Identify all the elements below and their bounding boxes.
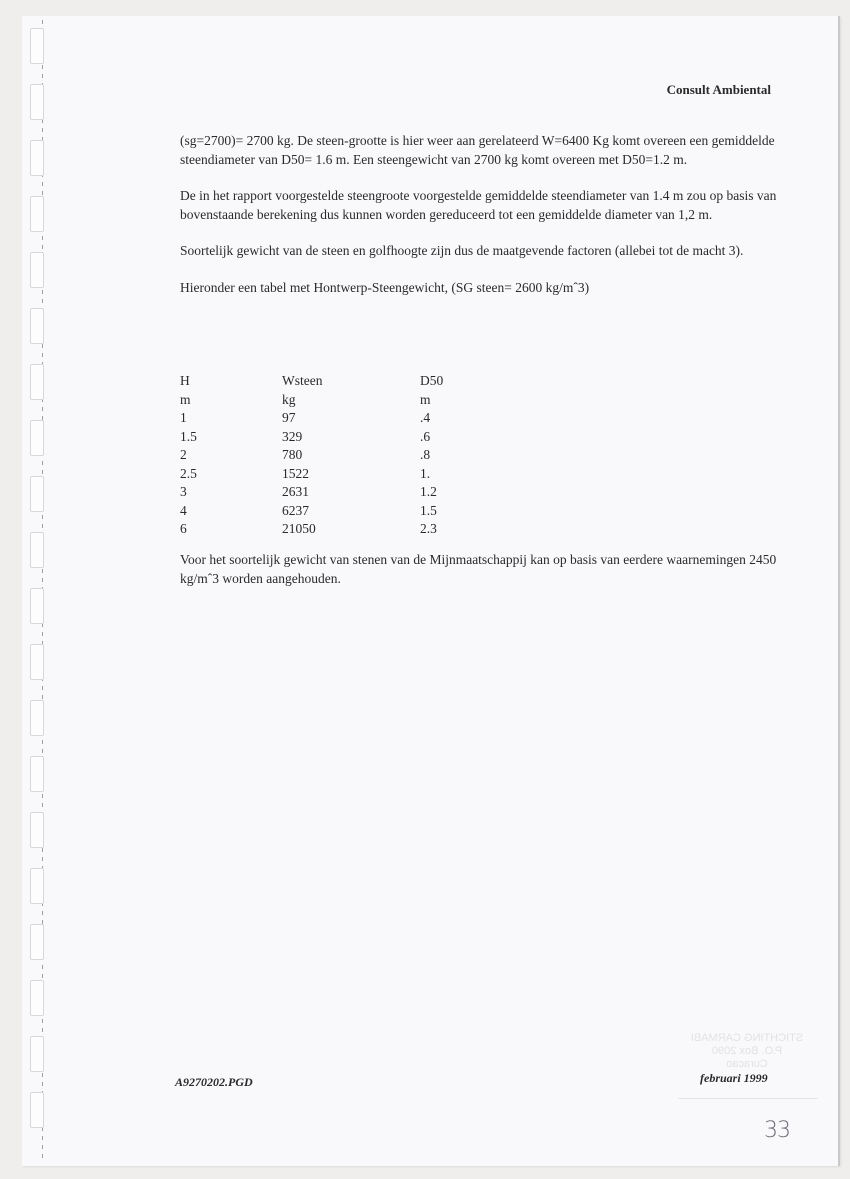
paragraph: (sg=2700)= 2700 kg. De steen-grootte is hier weer aan gerelateerd W=6400 Kg komt overeen een gemiddelde steendiameter van D50= 1.6 m. Een steengewicht van 2700 kg komt overeen met D50=1.2 m. (180, 133, 775, 167)
table-row (180, 520, 480, 539)
table-row (180, 428, 480, 447)
faded-stamp (672, 1032, 822, 1071)
header-cell-wsteen: Wsteen (282, 373, 323, 388)
unit-cell: m (420, 391, 431, 407)
table-cell: .4 (420, 410, 431, 425)
table-units-row (180, 391, 480, 410)
table-cell: 6237 (282, 502, 309, 518)
unit-cell: kg (282, 391, 296, 407)
closing-paragraph: Voor het soortelijk gewicht van stenen van de Mijnmaatschappij kan op basis van eerdere waarnemingen 2450 kg/mˆ3 worden aangehouden. (180, 552, 777, 586)
stone-weight-table (180, 372, 480, 539)
table-row (180, 465, 480, 484)
table-cell: 1522 (282, 465, 309, 481)
stamp-line: STICHTING CARMABI (690, 1032, 804, 1044)
binding-tab (30, 868, 44, 904)
unit-cell: m (180, 391, 191, 407)
table-cell: 1.2 (420, 484, 437, 499)
body-text (180, 132, 780, 315)
table-cell: 1.5 (180, 428, 197, 444)
binding-tab (30, 1036, 44, 1072)
table-header-row (180, 372, 480, 391)
header-cell-d50: D50 (420, 373, 444, 388)
stamp-underline (678, 1098, 818, 1099)
binding-tab (30, 28, 44, 64)
binding-tab (30, 756, 44, 792)
table-cell: .8 (420, 447, 431, 462)
binding-tab (30, 980, 44, 1016)
table-cell: 329 (282, 428, 303, 444)
binding-tab (30, 700, 44, 736)
table-cell: 1 (180, 410, 187, 425)
binding-tab (30, 252, 44, 288)
header-cell-h: H (180, 373, 190, 388)
binding-tab (30, 476, 44, 512)
table-cell: 1. (420, 465, 431, 481)
table-cell: 3 (180, 484, 187, 499)
binding-tab (30, 140, 44, 176)
paragraph: Soortelijk gewicht van de steen en golfhoogte zijn dus de maatgevende factoren (allebei tot de macht 3). (180, 243, 744, 258)
table-cell: 97 (282, 410, 296, 425)
binding-tab (30, 588, 44, 624)
spiral-binding (30, 20, 44, 1160)
binding-tab (30, 644, 44, 680)
table-cell: 4 (180, 502, 187, 518)
paragraph: De in het rapport voorgestelde steengroote voorgestelde gemiddelde steendiameter van 1.4 m zou op basis van bovenstaande berekening dus kunnen worden gereduceerd tot een gemiddelde diameter van 1,2 m. (180, 188, 777, 222)
paragraph: Hieronder een tabel met Hontwerp-Steengewicht, (SG steen= 2600 kg/mˆ3) (180, 279, 590, 295)
table-cell: 2 (180, 447, 187, 462)
binding-tab (30, 196, 44, 232)
table-cell: 2.3 (420, 521, 437, 536)
stamp-line: P.O. Box 2090 (711, 1045, 783, 1057)
header-company-name: Consult Ambiental (666, 82, 771, 97)
table-row (180, 502, 480, 521)
footer-date: februari 1999 (700, 1071, 768, 1085)
table-cell: 1.5 (420, 502, 437, 518)
handwritten-page-number: 33 (764, 1118, 790, 1143)
binding-tab (30, 420, 44, 456)
table-cell: 780 (282, 447, 303, 462)
binding-tab (30, 812, 44, 848)
binding-tab (30, 532, 44, 568)
table-cell: 6 (180, 521, 187, 536)
stamp-line: Curacao (726, 1058, 768, 1070)
binding-tab (30, 84, 44, 120)
table-cell: 21050 (282, 521, 316, 536)
table-row (180, 446, 480, 465)
table-cell: 2631 (282, 484, 309, 499)
table-row (180, 483, 480, 502)
footer-file-reference: A9270202.PGD (175, 1075, 253, 1089)
binding-tab (30, 924, 44, 960)
table-cell: 2.5 (180, 465, 197, 481)
table-cell: .6 (420, 428, 431, 444)
binding-tab (30, 364, 44, 400)
table-row (180, 409, 480, 428)
binding-tab (30, 1092, 44, 1128)
binding-tab (30, 308, 44, 344)
